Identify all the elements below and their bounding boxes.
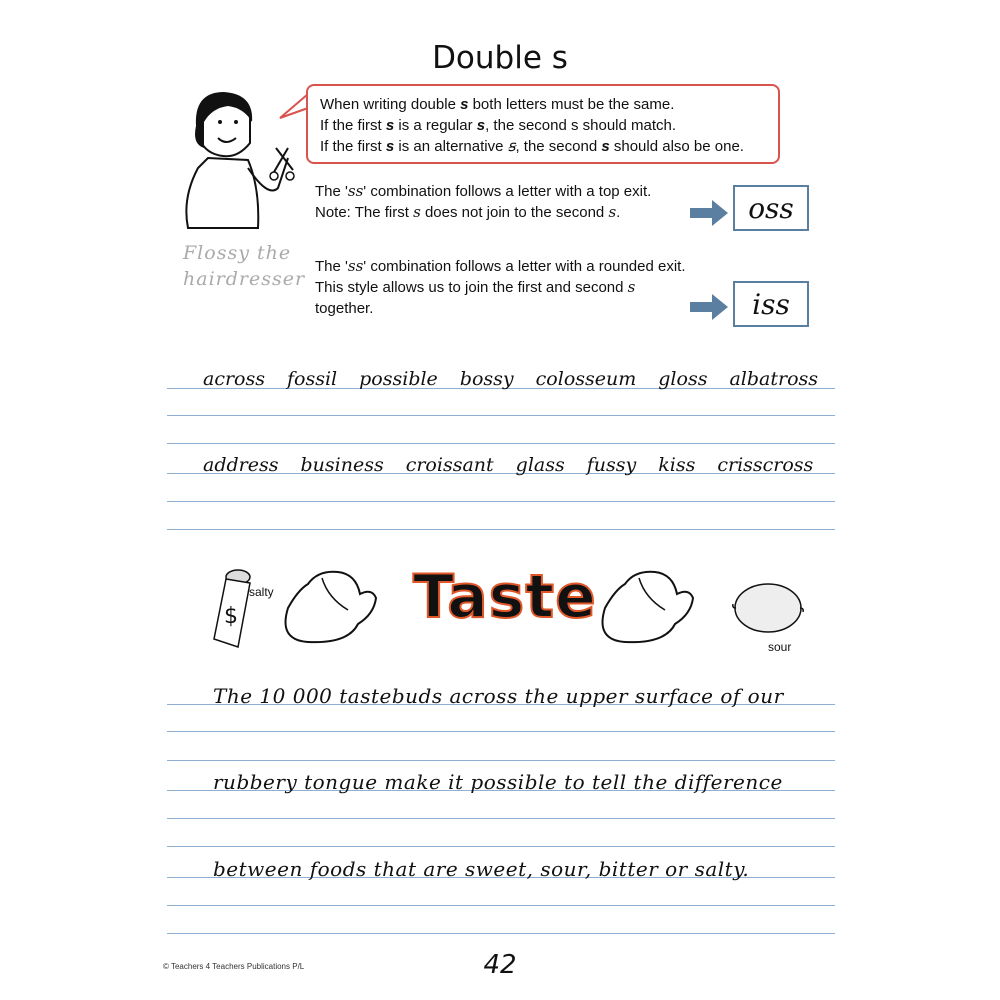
page-title: Double s [432, 40, 568, 76]
tongue-icon [278, 568, 383, 646]
text: The ' [315, 183, 348, 200]
text: ' combination follows a letter with a rounded exit. [363, 258, 686, 275]
letter-s: s [385, 117, 395, 134]
text: is a regular [394, 117, 477, 134]
rule2-line-3: together. [315, 300, 374, 317]
arrow-right-icon [690, 292, 730, 322]
writing-rule [167, 529, 835, 530]
practice-word: kiss [658, 454, 696, 476]
text: Note: The first [315, 204, 414, 221]
text: both letters must be the same. [468, 96, 675, 113]
writing-rule [167, 443, 835, 444]
writing-rule [167, 415, 835, 416]
bubble-line-2 [320, 115, 766, 136]
taste-title: Taste [413, 562, 597, 632]
bubble-line-1 [320, 94, 766, 115]
ss-glyph: ss [347, 257, 364, 275]
rule-rounded-exit [315, 256, 725, 319]
writing-rule [167, 501, 835, 502]
writing-rule [167, 731, 835, 732]
practice-word: across [203, 368, 265, 390]
copyright-footer: © Teachers 4 Teachers Publications P/L [163, 962, 305, 971]
speech-bubble [306, 84, 780, 164]
sentence-2: rubbery tongue make it possible to tell the difference [213, 770, 783, 794]
label-salty: salty [249, 585, 274, 599]
caption-line-2: hairdresser [183, 268, 306, 290]
word-row-2 [203, 454, 835, 476]
s-glyph: s [413, 203, 421, 221]
ss-glyph: ss [347, 182, 364, 200]
text: . [616, 204, 621, 221]
arrow-right-icon [690, 198, 730, 228]
bubble-line-3 [320, 136, 766, 157]
label-sour: sour [768, 640, 792, 654]
svg-text:$: $ [224, 604, 238, 629]
text: , the second [515, 138, 602, 155]
rule2-line-1 [315, 256, 725, 277]
caption-line-1: Flossy the [183, 242, 292, 264]
text: should also be one. [609, 138, 744, 155]
practice-word: fussy [586, 454, 637, 476]
sentence-3: between foods that are sweet, sour, bitter or salty. [213, 857, 750, 881]
practice-word: colosseum [535, 368, 637, 390]
page-number: 42 [483, 950, 517, 980]
writing-rule [167, 933, 835, 934]
practice-word: glass [515, 454, 565, 476]
text: does not join to the second [420, 204, 609, 221]
alt-s: ꞩ [507, 137, 516, 155]
practice-word: crisscross [717, 454, 814, 476]
practice-word: croissant [405, 454, 494, 476]
s-glyph: s [608, 203, 617, 221]
writing-rule [167, 905, 835, 906]
s-glyph: s [627, 278, 636, 296]
example-oss: oss [748, 191, 794, 225]
letter-s: s [476, 117, 486, 134]
example-iss: iss [752, 287, 790, 321]
tongue-icon [595, 568, 700, 646]
practice-word: possible [359, 368, 438, 390]
practice-word: business [300, 454, 384, 476]
text: When writing double [320, 96, 461, 113]
word-row-1 [203, 368, 840, 390]
example-iss-box [733, 281, 809, 327]
sentence-1: The 10 000 tastebuds across the upper surface of our [213, 684, 784, 708]
text: , the second s should match. [485, 117, 677, 134]
salt-shaker-icon [200, 567, 255, 649]
text: If the first [320, 138, 386, 155]
practice-word: fossil [287, 368, 338, 390]
hairdresser-caption [183, 240, 313, 292]
text: The ' [315, 258, 348, 275]
practice-word: bossy [459, 368, 514, 390]
lemon-icon [730, 580, 805, 636]
rule-top-exit [315, 181, 725, 223]
text: This style allows us to join the first and second [315, 279, 628, 296]
practice-word: address [203, 454, 279, 476]
example-oss-box [733, 185, 809, 231]
rule1-line-2 [315, 202, 725, 223]
writing-rule [167, 846, 835, 847]
practice-word: albatross [729, 368, 819, 390]
letter-s: s [385, 138, 395, 155]
text: If the first [320, 117, 386, 134]
writing-rule [167, 818, 835, 819]
rule2-line-2 [315, 277, 725, 298]
rule1-line-1 [315, 181, 725, 202]
writing-rule [167, 760, 835, 761]
text: is an alternative [394, 138, 508, 155]
practice-word: gloss [658, 368, 708, 390]
text: ' combination follows a letter with a top exit. [363, 183, 652, 200]
letter-s: s [601, 138, 610, 155]
letter-s: s [460, 96, 469, 113]
